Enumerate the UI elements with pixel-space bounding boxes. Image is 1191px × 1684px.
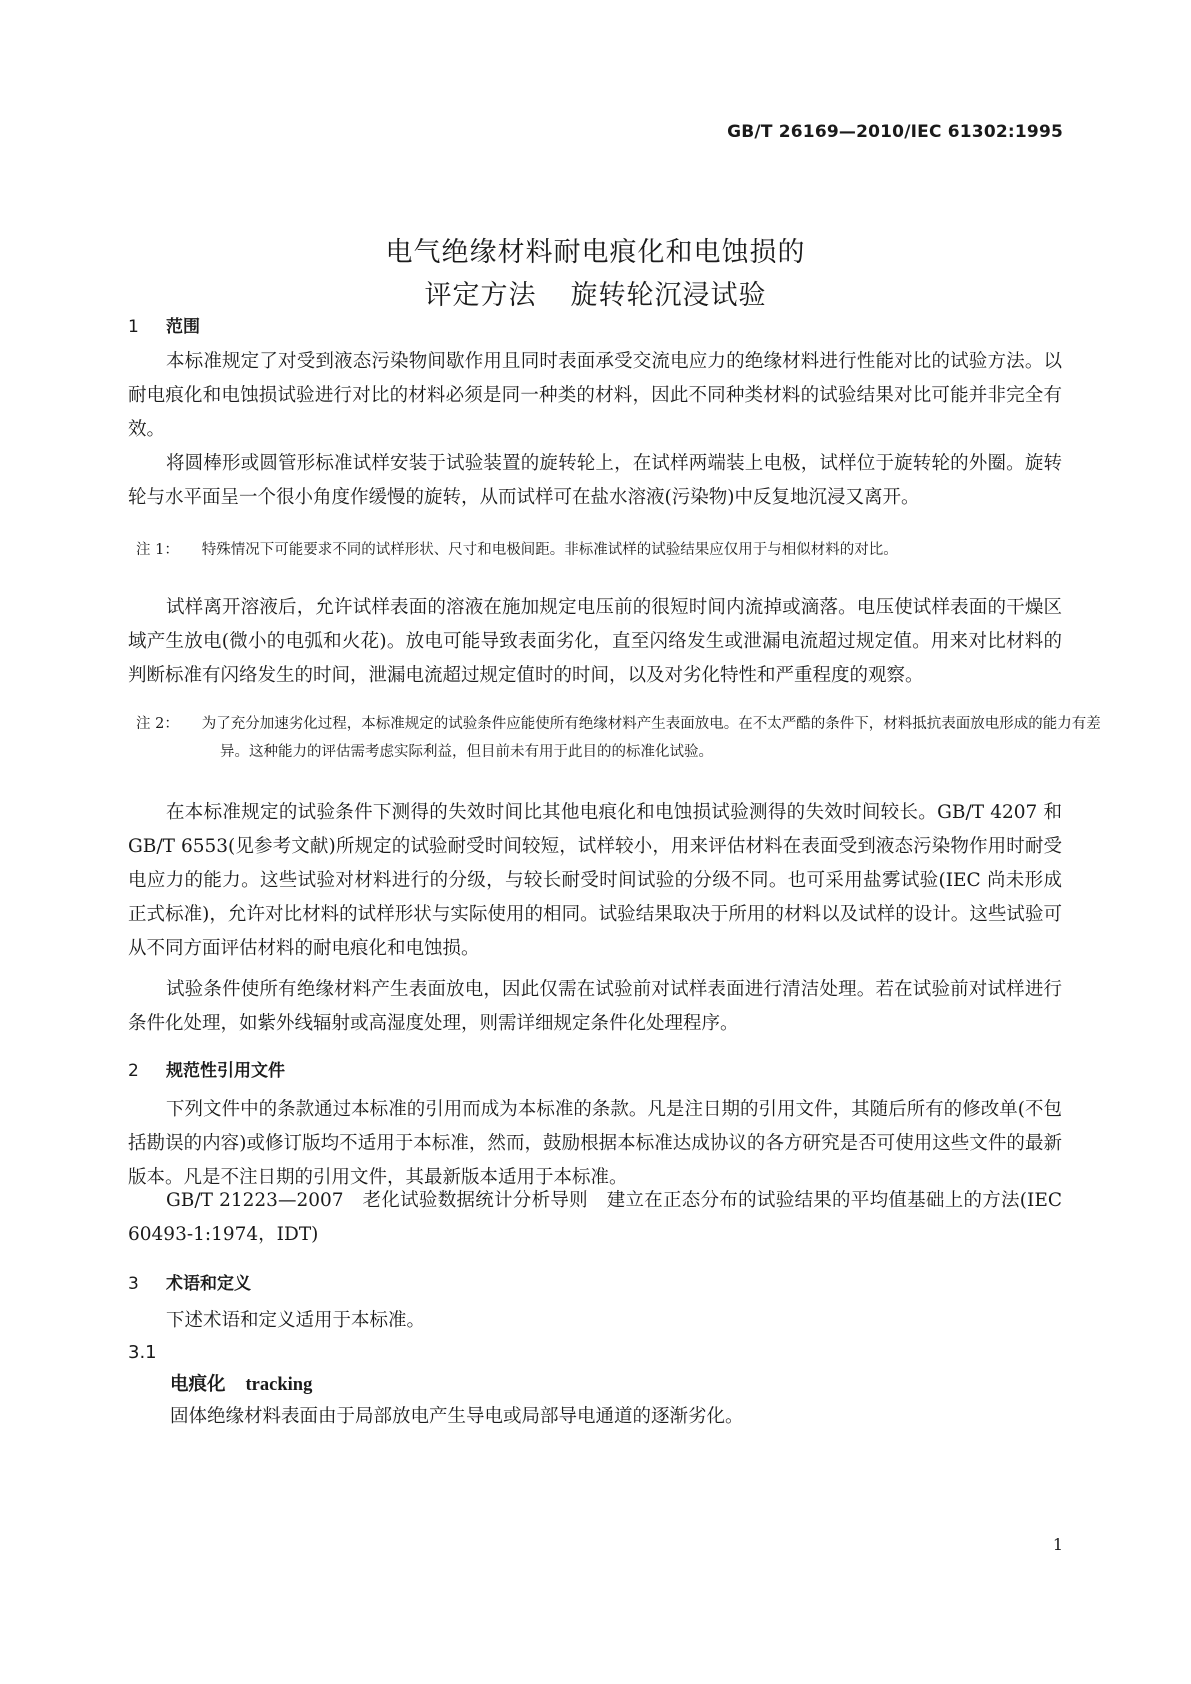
section-number: 3	[128, 1274, 139, 1294]
terms-intro: 下述术语和定义适用于本标准。	[166, 1310, 426, 1331]
term-entry	[170, 1370, 312, 1396]
section-3-heading	[128, 1269, 251, 1294]
section-number: 1	[128, 317, 139, 337]
document-title-line-2	[0, 273, 1191, 312]
section-title: 范围	[166, 317, 200, 337]
clause-number: 3.1	[128, 1342, 157, 1363]
scope-paragraph-1: 本标准规定了对受到液态污染物间歇作用且同时表面承受交流电应力的绝缘材料进行性能对比的试验方法。以耐电痕化和电蚀损试验进行对比的材料必须是同一种类的材料，因此不同种类材料的试验结果对比可能并非完全有效。	[128, 351, 1062, 440]
section-1-heading	[128, 312, 200, 337]
scope-paragraph-5: 试验条件使所有绝缘材料产生表面放电，因此仅需在试验前对试样表面进行清洁处理。若在试验前对试样进行条件化处理，如紫外线辐射或高湿度处理，则需详细规定条件化处理程序。	[128, 979, 1062, 1034]
title-part-a: 评定方法	[424, 280, 537, 311]
term-definition: 固体绝缘材料表面由于局部放电产生导电或局部导电通道的逐渐劣化。	[170, 1406, 744, 1427]
note-1	[136, 536, 1104, 564]
refs-paragraph-2: GB/T 21223—2007 老化试验数据统计分析导则 建立在正态分布的试验结果的平均值基础上的方法(IEC 60493-1:1974，IDT)	[128, 1190, 1062, 1245]
term-chinese: 电痕化	[170, 1374, 226, 1395]
note-text: 特殊情况下可能要求不同的试样形状、尺寸和电极间距。非标准试样的试验结果应仅用于与相似材料的对比。	[201, 542, 898, 558]
scope-paragraph-2: 将圆棒形或圆管形标准试样安装于试验装置的旋转轮上，在试样两端装上电极，试样位于旋转轮的外圈。旋转轮与水平面呈一个很小角度作缓慢的旋转，从而试样可在盐水溶液(污染物)中反复地沉浸又离开。	[128, 453, 1062, 508]
scope-paragraph-3: 试样离开溶液后，允许试样表面的溶液在施加规定电压前的很短时间内流掉或滴落。电压使试样表面的干燥区域产生放电(微小的电弧和火花)。放电可能导致表面劣化，直至闪络发生或泄漏电流超过规定值。用来对比材料的判断标准有闪络发生的时间，泄漏电流超过规定值时的时间，以及对劣化特性和严重程度的观察。	[128, 597, 1062, 686]
section-title: 规范性引用文件	[166, 1061, 285, 1081]
note-2	[136, 710, 1104, 766]
term-english: tracking	[245, 1375, 313, 1395]
note-text: 为了充分加速劣化过程，本标准规定的试验条件应能使所有绝缘材料产生表面放电。在不太严酷的条件下，材料抵抗表面放电形成的能力有差异。这种能力的评估需考虑实际利益，但目前未有用于此目的的标准化试验。	[201, 716, 1101, 760]
section-2-heading	[128, 1056, 285, 1081]
document-title-line-1: 电气绝缘材料耐电痕化和电蚀损的	[385, 237, 806, 268]
refs-paragraph-1: 下列文件中的条款通过本标准的引用而成为本标准的条款。凡是注日期的引用文件，其随后所有的修改单(不包括勘误的内容)或修订版均不适用于本标准，然而，鼓励根据本标准达成协议的各方研究是否可使用这些文件的最新版本。凡是不注日期的引用文件，其最新版本适用于本标准。	[128, 1099, 1062, 1188]
scope-paragraph-4: 在本标准规定的试验条件下测得的失效时间比其他电痕化和电蚀损试验测得的失效时间较长。GB/T 4207 和 GB/T 6553(见参考文献)所规定的试验耐受时间较短，试样较小，用来评估材料在表面受到液态污染物作用时耐受电应力的能力。这些试验对材料进行的分级，与较长耐受时间试验的分级不同。也可采用盐雾试验(IEC 尚未形成正式标准)，允许对比材料的试样形状与实际使用的相同。试验结果取决于所用的材料以及试样的设计。这些试验可从不同方面评估材料的耐电痕化和电蚀损。	[128, 802, 1062, 959]
note-label: 注 1：	[136, 542, 179, 558]
page-number: 1	[1052, 1535, 1063, 1554]
section-title: 术语和定义	[166, 1274, 251, 1294]
title-part-b: 旋转轮沉浸试验	[570, 280, 767, 311]
section-number: 2	[128, 1061, 139, 1081]
standard-code: GB/T 26169—2010/IEC 61302:1995	[727, 122, 1063, 142]
note-label: 注 2：	[136, 716, 179, 732]
